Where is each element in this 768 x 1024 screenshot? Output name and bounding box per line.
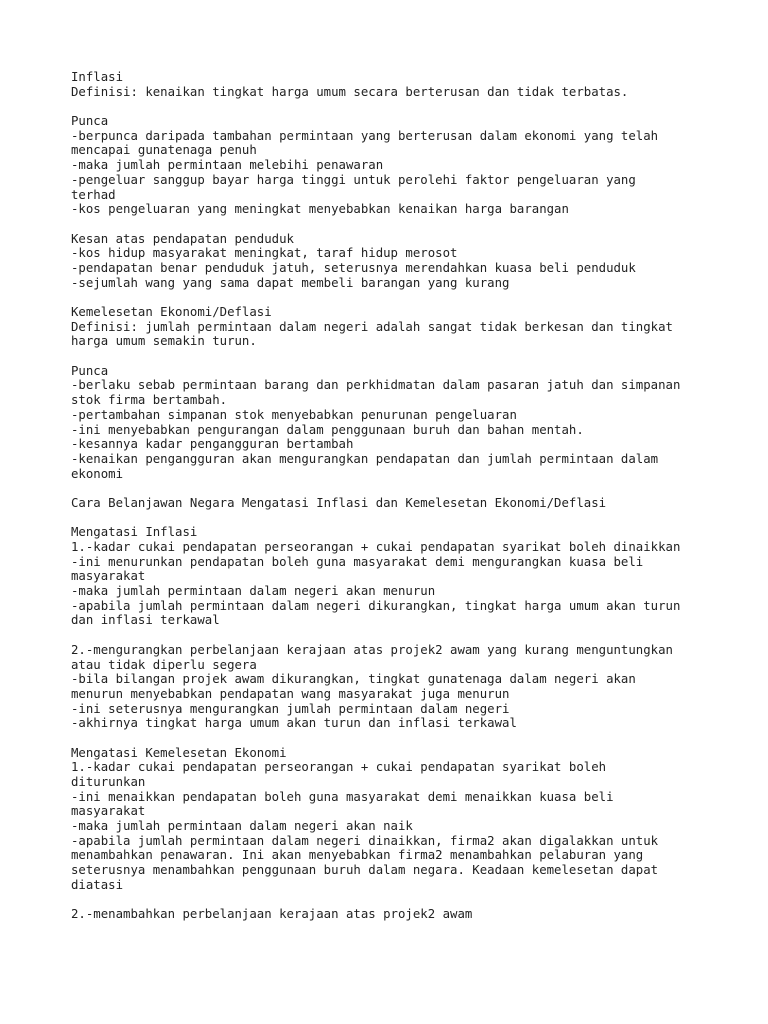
document-line: Definisi: kenaikan tingkat harga umum secara berterusan dan tidak terbatas. [71,84,629,99]
document-line [71,290,711,305]
document-line: menambahkan penawaran. Ini akan menyebabkan firma2 menambahkan pelaburan yang [71,848,644,863]
document-line: Inflasi [71,70,124,84]
document-line: mencapai gunatenaga penuh [71,143,257,158]
document-line: -berpunca daripada tambahan permintaan yang berterusan dalam ekonomi yang telah [71,128,659,143]
document-line: -maka jumlah permintaan dalam negeri akan naik [71,819,413,834]
document-line: terhad [71,187,116,202]
document-line: -sejumlah wang yang sama dapat membeli barangan yang kurang [71,275,510,290]
document-line [71,731,711,746]
document-line: masyarakat [71,569,146,584]
document-line: 1.-kadar cukai pendapatan perseorangan + cukai pendapatan syarikat boleh [71,760,607,775]
document-line: -berlaku sebab permintaan barang dan perkhidmatan dalam pasaran jatuh dan simpanan [71,378,681,393]
document-line [71,628,711,643]
document-line: Definisi: jumlah permintaan dalam negeri adalah sangat tidak berkesan dan tingkat [71,319,673,334]
document-line: 2.-menambahkan perbelanjaan kerajaan atas projek2 awam [71,907,473,922]
document-line [71,893,711,908]
document-line: -kesannya kadar pengangguran bertambah [71,437,354,452]
document-line [71,217,711,232]
document-line: -bila bilangan projek awam dikurangkan, tingkat gunatenaga dalam negeri akan [71,672,636,687]
document-line: -kos pengeluaran yang meningkat menyebabkan kenaikan harga barangan [71,202,569,217]
document-line [71,511,711,526]
document-line: -pertambahan simpanan stok menyebabkan penurunan pengeluaran [71,407,517,422]
document-line: Punca [71,363,109,378]
document-line: -ini menaikkan pendapatan boleh guna masyarakat demi menaikkan kuasa beli [71,789,614,804]
document-line: ekonomi [71,466,124,481]
document-line: Mengatasi Inflasi [71,525,198,540]
document-line: dan inflasi terkawal [71,613,220,628]
document-line: stok firma bertambah. [71,393,228,408]
document-line: Cara Belanjawan Negara Mengatasi Inflasi dan Kemelesetan Ekonomi/Deflasi [71,495,607,510]
document-line: Punca [71,114,109,129]
document-line: -akhirnya tingkat harga umum akan turun dan inflasi terkawal [71,716,517,731]
document-line [71,99,711,114]
document-line: -maka jumlah permintaan dalam negeri akan menurun [71,584,436,599]
document-line: diatasi [71,877,124,892]
document-line: -maka jumlah permintaan melebihi penawaran [71,158,384,173]
document-line: 1.-kadar cukai pendapatan perseorangan + cukai pendapatan syarikat boleh dinaikkan [71,540,681,554]
document-line: -kenaikan pengangguran akan mengurangkan pendapatan dan jumlah permintaan dalam [71,451,659,466]
document-line: -pendapatan benar penduduk jatuh, seterusnya merendahkan kuasa beli penduduk [71,260,636,275]
document-body [71,70,711,922]
document-line: 2.-mengurangkan perbelanjaan kerajaan atas projek2 awam yang kurang menguntungkan [71,642,673,657]
document-line: -kos hidup masyarakat meningkat, taraf hidup merosot [71,246,458,261]
document-line: harga umum semakin turun. [71,334,257,349]
document-line: Mengatasi Kemelesetan Ekonomi [71,745,287,760]
document-line: -apabila jumlah permintaan dalam negeri dikurangkan, tingkat harga umum akan turun [71,598,681,613]
document-line: masyarakat [71,804,146,819]
document-line: atau tidak diperlu segera [71,657,257,672]
document-line: diturunkan [71,775,146,789]
document-line: Kemelesetan Ekonomi/Deflasi [71,305,272,319]
document-line [71,481,711,496]
document-line: -ini seterusnya mengurangkan jumlah permintaan dalam negeri [71,701,510,716]
document-line: Kesan atas pendapatan penduduk [71,231,294,246]
document-line: menurun menyebabkan pendapatan wang masyarakat juga menurun [71,686,510,701]
document-line: -ini menurunkan pendapatan boleh guna masyarakat demi mengurangkan kuasa beli [71,554,644,569]
document-line: -apabila jumlah permintaan dalam negeri dinaikkan, firma2 akan digalakkan untuk [71,833,659,848]
document-line: -pengeluar sanggup bayar harga tinggi untuk perolehi faktor pengeluaran yang [71,172,636,187]
document-line [71,349,711,364]
document-line: seterusnya menambahkan penggunaan buruh dalam negara. Keadaan kemelesetan dapat [71,863,659,878]
document-line: -ini menyebabkan pengurangan dalam penggunaan buruh dan bahan mentah. [71,422,584,437]
